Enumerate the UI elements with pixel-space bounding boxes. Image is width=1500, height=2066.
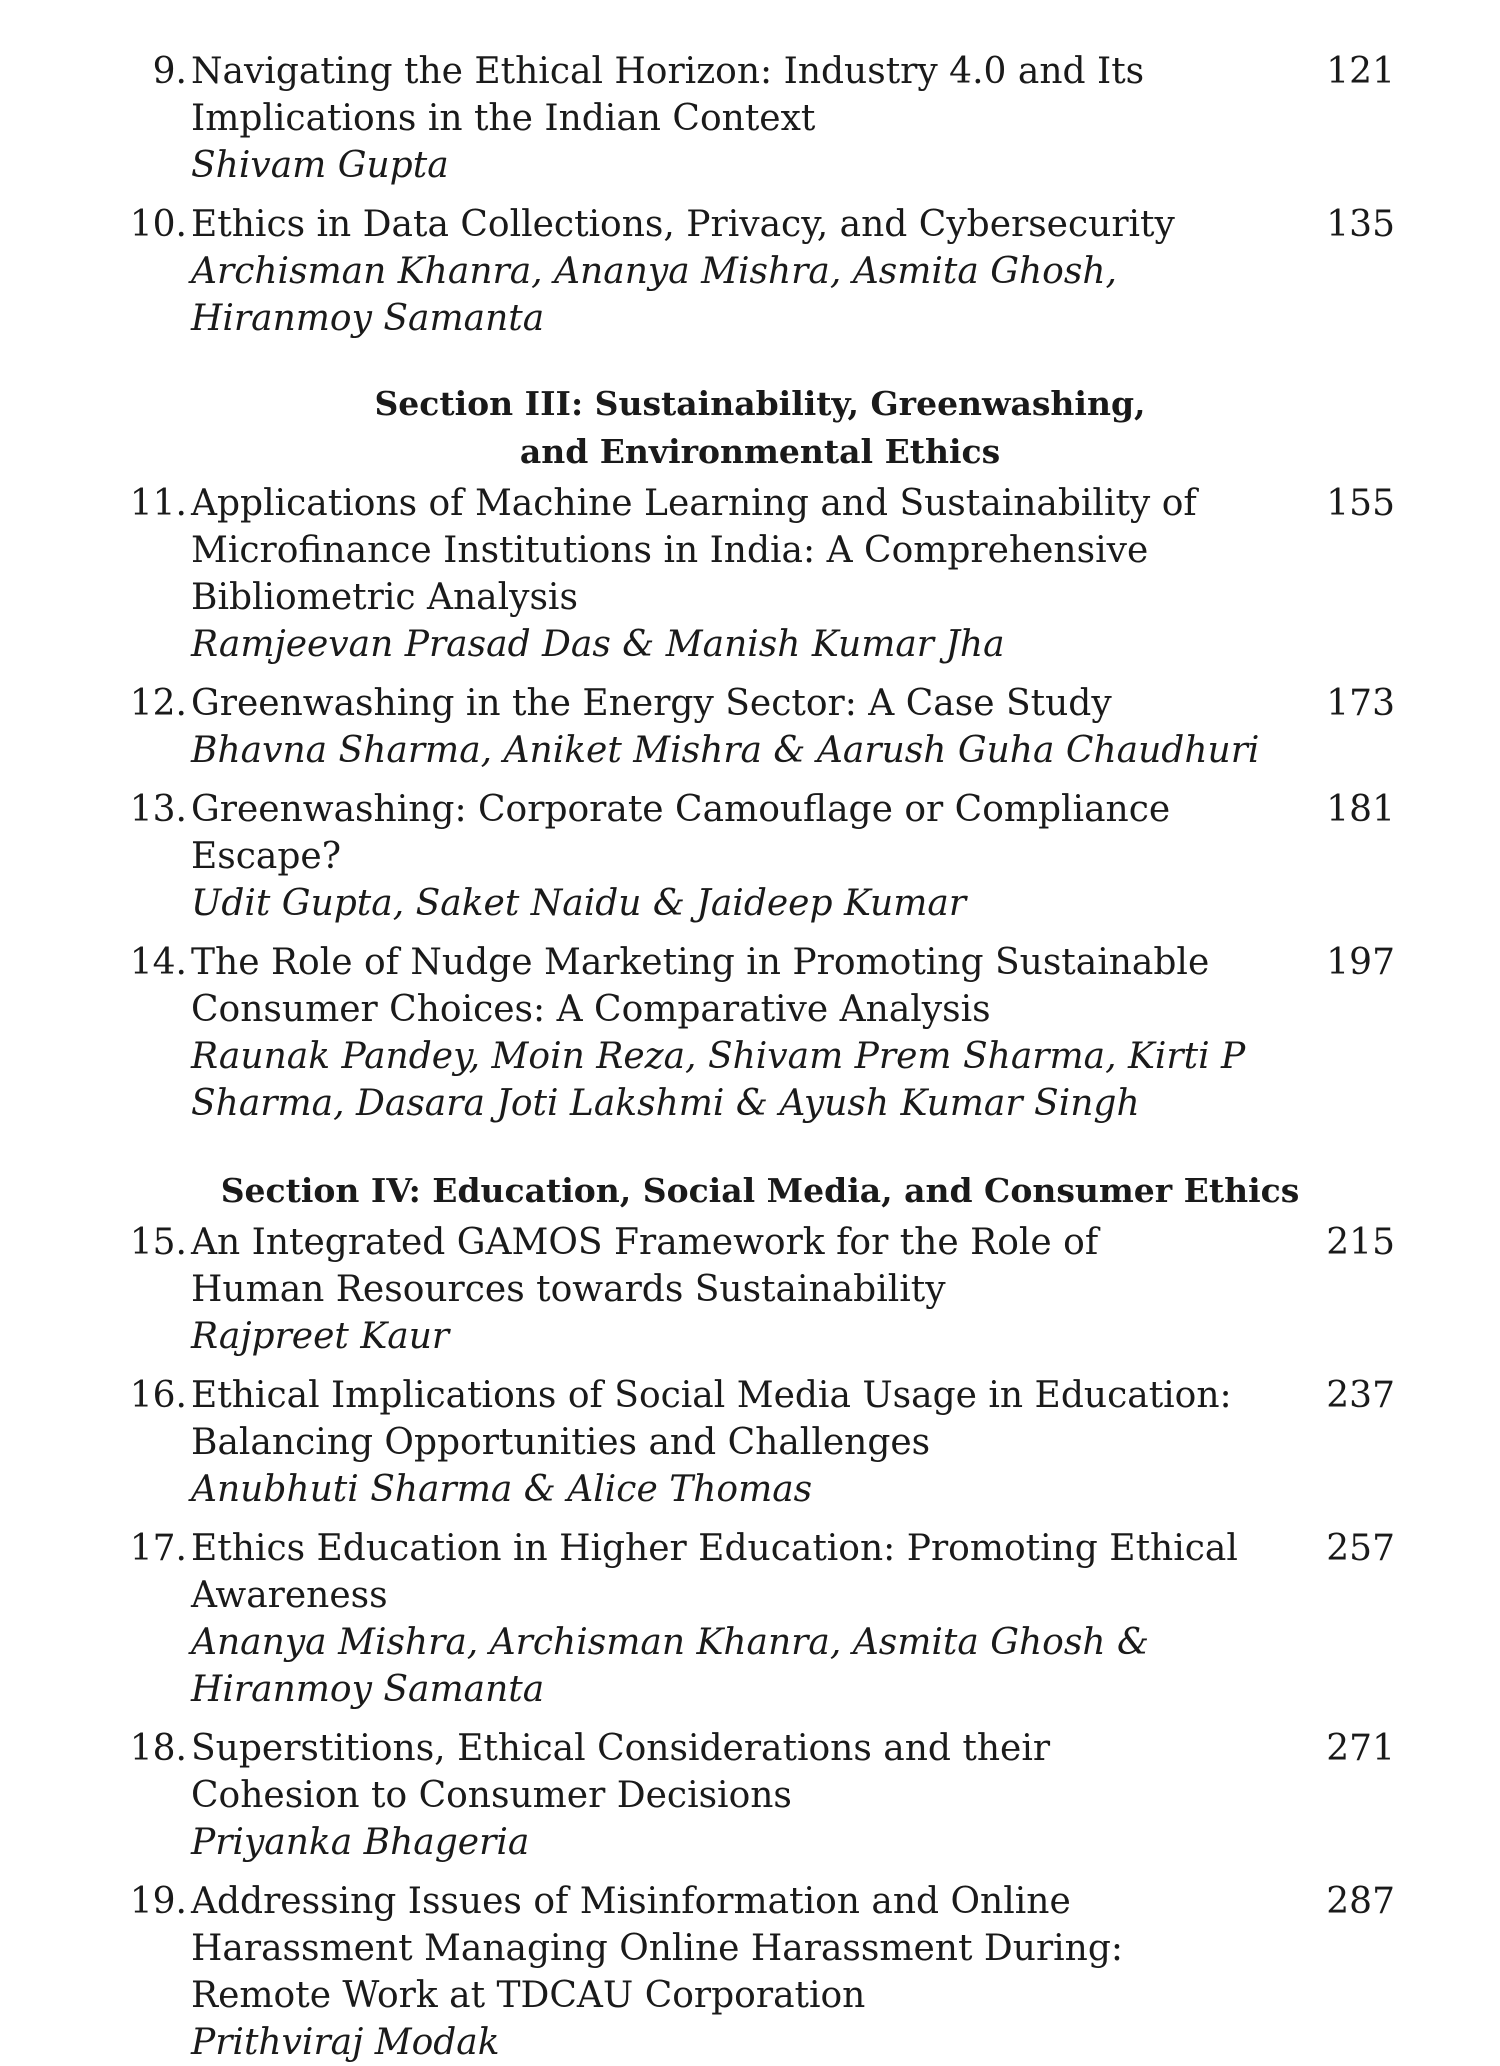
entry-body (191, 1878, 1291, 2066)
entry-title: Applications of Machine Learning and Sustainability of Microfinance Institutions in India: A Comprehensive Bibliometric Analysis (191, 483, 1197, 618)
entry-authors: Rajpreet Kaur (191, 1316, 450, 1357)
entry-title: Greenwashing in the Energy Sector: A Case Study (191, 683, 1112, 724)
entry-body (191, 1725, 1291, 1866)
entry-authors: Bhavna Sharma, Aniket Mishra & Aarush Guha Chaudhuri (191, 730, 1260, 771)
entry-number: 18. (129, 1728, 187, 1769)
entry-title: Ethics Education in Higher Education: Promoting Ethical Awareness (191, 1528, 1238, 1616)
entry-authors: Raunak Pandey, Moin Reza, Shivam Prem Sharma, Kirti P Sharma, Dasara Joti Lakshmi & Ayush Kumar Singh (191, 1036, 1246, 1124)
entry-body (191, 1372, 1291, 1513)
entry-number: 9. (152, 51, 187, 92)
entry-number: 16. (129, 1375, 187, 1416)
entry-page-number: 181 (1326, 789, 1395, 830)
toc-entry-11 (125, 480, 1395, 668)
entry-number: 10. (129, 204, 187, 245)
entry-authors: Shivam Gupta (191, 145, 449, 186)
entry-body (191, 1525, 1291, 1713)
entry-page-number: 237 (1326, 1375, 1395, 1416)
toc-entry-15 (125, 1219, 1395, 1360)
entry-authors: Ramjeevan Prasad Das & Manish Kumar Jha (191, 624, 1005, 665)
toc-entry-17 (125, 1525, 1395, 1713)
entry-page-number: 121 (1326, 51, 1395, 92)
toc-entry-9 (125, 48, 1395, 189)
entry-body (191, 786, 1291, 927)
entry-authors: Udit Gupta, Saket Naidu & Jaideep Kumar (191, 883, 967, 924)
entry-title: Addressing Issues of Misinformation and Online Harassment Managing Online Harassment During: Remote Work at TDCAU Corporation (191, 1881, 1124, 2016)
entry-authors: Priyanka Bhageria (191, 1822, 530, 1863)
entry-title: Ethics in Data Collections, Privacy, and Cybersecurity (191, 204, 1175, 245)
entry-number: 15. (129, 1222, 187, 1263)
entry-authors: Prithviraj Modak (191, 2022, 500, 2063)
entry-title: Greenwashing: Corporate Camouflage or Compliance Escape? (191, 789, 1171, 877)
entry-number: 12. (129, 683, 187, 724)
entry-number: 19. (129, 1881, 187, 1922)
entry-body (191, 680, 1291, 774)
entry-title: The Role of Nudge Marketing in Promoting Sustainable Consumer Choices: A Comparative Analysis (191, 942, 1210, 1030)
section-heading-iii (125, 380, 1395, 476)
entry-page-number: 135 (1326, 204, 1395, 245)
toc-entry-12 (125, 680, 1395, 774)
entry-body (191, 480, 1291, 668)
entry-title: Navigating the Ethical Horizon: Industry 4.0 and Its Implications in the Indian Context (191, 51, 1145, 139)
entry-page-number: 257 (1326, 1528, 1395, 1569)
table-of-contents (125, 48, 1395, 2066)
toc-entry-16 (125, 1372, 1395, 1513)
entry-number: 13. (129, 789, 187, 830)
toc-entry-10 (125, 201, 1395, 342)
entry-page-number: 197 (1326, 942, 1395, 983)
entry-body (191, 1219, 1291, 1360)
entry-body (191, 201, 1291, 342)
section-heading-iv (125, 1167, 1395, 1215)
entry-authors: Archisman Khanra, Ananya Mishra, Asmita Ghosh, Hiranmoy Samanta (191, 251, 1117, 339)
entry-page-number: 271 (1326, 1728, 1395, 1769)
entry-number: 14. (129, 942, 187, 983)
toc-entry-14 (125, 939, 1395, 1127)
entry-page-number: 215 (1326, 1222, 1395, 1263)
entry-title: An Integrated GAMOS Framework for the Role of Human Resources towards Sustainability (191, 1222, 1099, 1310)
entry-number: 11. (129, 483, 187, 524)
entry-page-number: 173 (1326, 683, 1395, 724)
entry-body (191, 939, 1291, 1127)
section-heading-line: Section IV: Education, Social Media, and Consumer Ethics (220, 1171, 1300, 1210)
entry-body (191, 48, 1291, 189)
toc-entry-13 (125, 786, 1395, 927)
toc-entry-18 (125, 1725, 1395, 1866)
entry-title: Superstitions, Ethical Considerations and their Cohesion to Consumer Decisions (191, 1728, 1051, 1816)
entry-authors: Anubhuti Sharma & Alice Thomas (191, 1469, 813, 1510)
entry-number: 17. (129, 1528, 187, 1569)
entry-page-number: 155 (1326, 483, 1395, 524)
entry-authors: Ananya Mishra, Archisman Khanra, Asmita Ghosh & Hiranmoy Samanta (191, 1622, 1149, 1710)
entry-title: Ethical Implications of Social Media Usage in Education: Balancing Opportunities and Challenges (191, 1375, 1232, 1463)
section-heading-line: and Environmental Ethics (519, 432, 1001, 471)
toc-entry-19 (125, 1878, 1395, 2066)
section-heading-line: Section III: Sustainability, Greenwashing, (374, 384, 1146, 423)
entry-page-number: 287 (1326, 1881, 1395, 1922)
